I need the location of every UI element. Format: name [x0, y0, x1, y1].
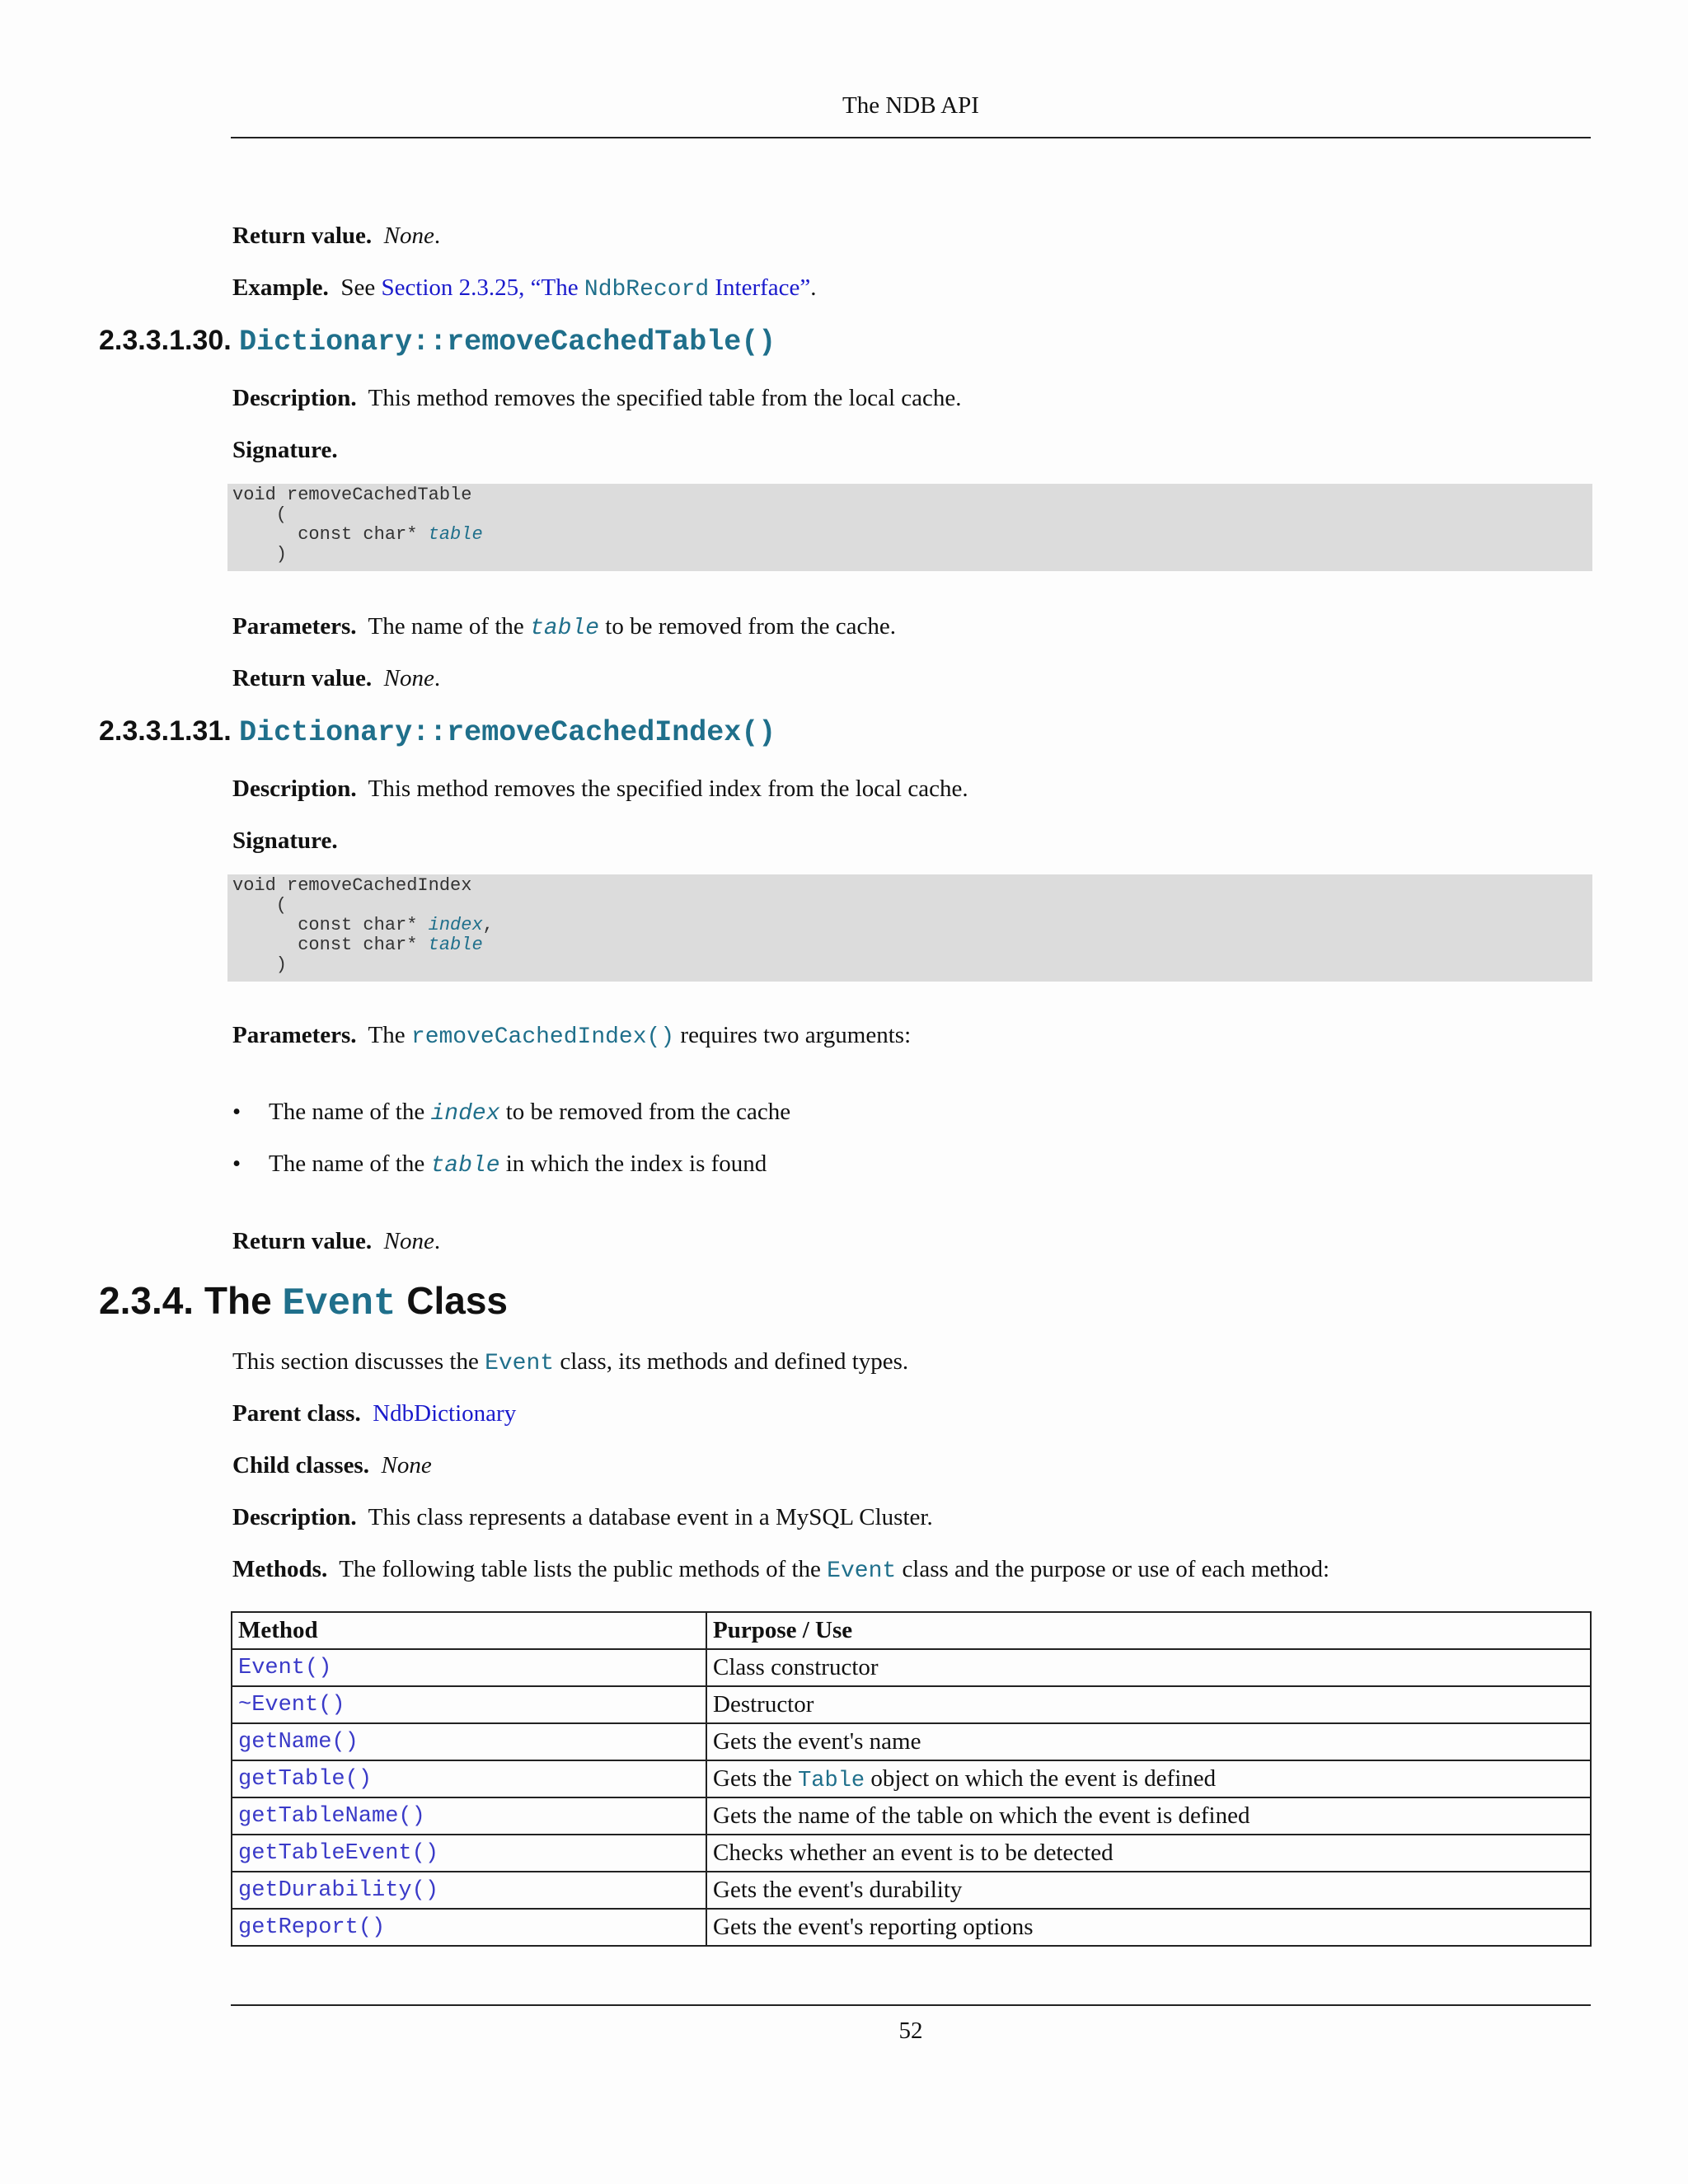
text: This class represents a database event in a MySQL Cluster. [368, 1504, 933, 1530]
table-row [232, 1872, 1591, 1909]
class-ref: Event [485, 1351, 555, 1376]
label: Return value. [232, 223, 373, 249]
table-row [232, 1760, 1591, 1797]
method-link[interactable]: Event() [232, 1649, 706, 1686]
label: Child classes. [232, 1452, 369, 1479]
section-name[interactable]: Dictionary::removeCachedTable() [239, 326, 776, 359]
heading-event-class: 2.3.4. The Event Class [99, 1279, 508, 1325]
class-ref: Event [827, 1558, 897, 1584]
value: None [383, 1228, 434, 1254]
label: Parameters. [232, 1022, 357, 1048]
section-number: 2.3.3.1.31. [99, 715, 232, 747]
parameters: Parameters. The removeCachedIndex() requires two arguments: [232, 1022, 912, 1050]
description [232, 1502, 933, 1532]
method-link[interactable]: getName() [232, 1723, 706, 1760]
child-classes [232, 1451, 432, 1480]
param-table: table [530, 616, 600, 641]
return-value: Return value. None. [232, 1228, 441, 1254]
page-header: The NDB API [842, 92, 979, 119]
description [232, 383, 962, 413]
text: This method removes the specified table from the local cache. [368, 385, 962, 411]
intro: This section discusses the Event class, its methods and defined types. [232, 1348, 909, 1376]
code-signature: void removeCachedTable ( const char* table ) [227, 484, 1592, 571]
section-name[interactable]: Dictionary::removeCachedIndex() [239, 716, 776, 749]
header-rule [231, 137, 1591, 138]
column-header-method: Method [232, 1612, 706, 1649]
label: Parameters. [232, 613, 357, 640]
return-value: Return value. None. [232, 665, 441, 691]
list-item: • The name of the index to be removed from the cache [232, 1099, 791, 1127]
value: None [383, 223, 434, 249]
column-header-purpose: Purpose / Use [706, 1612, 1591, 1649]
methods-table [231, 1611, 1592, 1947]
purpose-cell: Checks whether an event is to be detected [706, 1835, 1591, 1872]
signature-label: Signature. [232, 437, 338, 463]
table-row [232, 1649, 1591, 1686]
label: Parent class. [232, 1400, 361, 1427]
method-link[interactable]: getTableName() [232, 1797, 706, 1835]
section-number: 2.3.4. [99, 1279, 195, 1322]
label: Methods. [232, 1556, 328, 1582]
footer-rule [231, 2004, 1591, 2006]
prev-return-value: Return value. None. [232, 223, 441, 249]
page-number: 52 [898, 2018, 923, 2044]
param-index: index [430, 1101, 500, 1127]
label: Return value. [232, 1228, 373, 1254]
purpose-cell: Gets the event's durability [706, 1872, 1591, 1909]
parent-class-link[interactable]: NdbDictionary [373, 1400, 517, 1427]
label: Description. [232, 385, 357, 411]
label: Example. [232, 274, 329, 301]
method-link[interactable]: ~Event() [232, 1686, 706, 1723]
method-link[interactable]: getReport() [232, 1909, 706, 1946]
table-row [232, 1797, 1591, 1835]
method-link[interactable]: getTable() [232, 1760, 706, 1797]
value: None [381, 1452, 432, 1479]
signature-label: Signature. [232, 827, 338, 854]
parent-class [232, 1399, 516, 1428]
purpose-cell: Destructor [706, 1686, 1591, 1723]
heading-remove-cached-table [99, 325, 776, 359]
table-header-row [232, 1612, 1591, 1649]
class-ref: Table [798, 1768, 865, 1793]
method-ref: removeCachedIndex() [410, 1024, 675, 1050]
example-link[interactable]: Section 2.3.25, “The NdbRecord Interface” [381, 274, 811, 302]
purpose-cell: Gets the name of the table on which the event is defined [706, 1797, 1591, 1835]
list-item: • The name of the table in which the index is found [232, 1151, 767, 1179]
label: Return value. [232, 665, 373, 691]
section-number: 2.3.3.1.30. [99, 325, 232, 356]
purpose-cell: Gets the event's name [706, 1723, 1591, 1760]
see-text: See [340, 274, 376, 301]
table-row [232, 1723, 1591, 1760]
class-name: Event [282, 1282, 396, 1325]
value: None [383, 665, 434, 691]
table-row [232, 1909, 1591, 1946]
purpose-cell: Gets the event's reporting options [706, 1909, 1591, 1946]
purpose-cell: Class constructor [706, 1649, 1591, 1686]
prev-example: Example. See Section 2.3.25, “The NdbRecord Interface”. [232, 274, 817, 302]
heading-remove-cached-index [99, 715, 776, 749]
method-link[interactable]: getDurability() [232, 1872, 706, 1909]
table-row [232, 1686, 1591, 1723]
methods-intro: Methods. The following table lists the public methods of the Event class and the purpose or use of each method: [232, 1556, 1330, 1584]
description [232, 774, 968, 804]
parameters: Parameters. The name of the table to be removed from the cache. [232, 613, 896, 641]
purpose-cell: Gets the Table object on which the event is defined [706, 1760, 1591, 1797]
text: This method removes the specified index from the local cache. [368, 776, 968, 802]
code-signature: void removeCachedIndex ( const char* index, const char* table ) [227, 874, 1592, 982]
label: Description. [232, 1504, 357, 1530]
label: Description. [232, 776, 357, 802]
param-table: table [430, 1153, 500, 1179]
method-link[interactable]: getTableEvent() [232, 1835, 706, 1872]
table-row [232, 1835, 1591, 1872]
